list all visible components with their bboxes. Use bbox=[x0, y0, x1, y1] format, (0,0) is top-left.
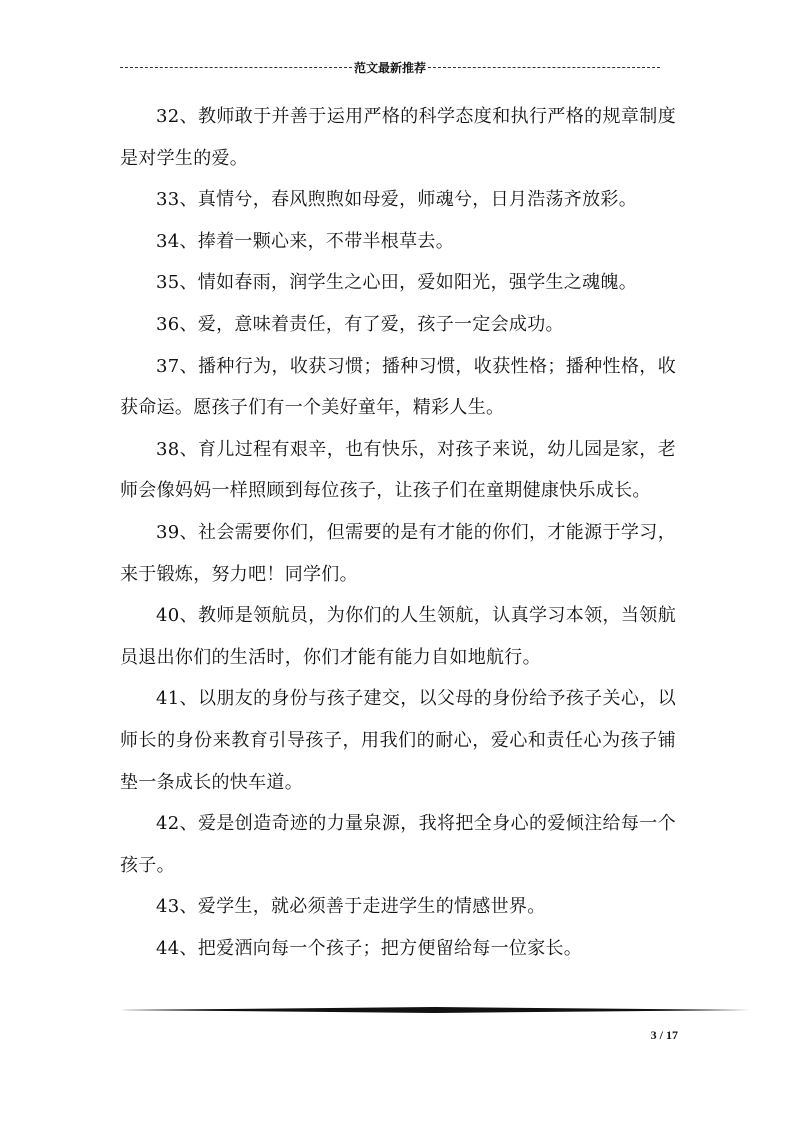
header-dashed-rule-left bbox=[120, 67, 352, 68]
paragraph-35: 35、情如春雨，润学生之心田，爱如阳光，强学生之魂魄。 bbox=[156, 272, 638, 294]
paragraph-37: 37、播种行为，收获习惯；播种习惯，收获性格；播种性格，收获命运。愿孩子们有一个美好童年，精彩人生。 bbox=[120, 355, 676, 419]
paragraph-32: 32、教师敢于并善于运用严格的科学态度和执行严格的规章制度是对学生的爱。 bbox=[120, 106, 676, 169]
paragraph-36: 36、爱，意味着责任，有了爱，孩子一定会成功。 bbox=[156, 313, 564, 335]
paragraph-41: 41、以朋友的身份与孩子建交，以父母的身份给予孩子关心，以师长的身份来教育引导孩子，用我们的耐心，爱心和责任心为孩子铺垫一条成长的快车道。 bbox=[120, 688, 676, 793]
footer-tapered-rule bbox=[120, 1007, 750, 1013]
paragraph-33: 33、真情兮，春风煦煦如母爱，师魂兮，日月浩荡齐放彩。 bbox=[156, 189, 638, 211]
paragraph-44: 44、把爱洒向每一个孩子；把方便留给每一位家长。 bbox=[156, 937, 583, 959]
paragraph-40: 40、教师是领航员，为你们的人生领航，认真学习本领，当领航员退出你们的生活时，你们才能有能力自如地航行。 bbox=[120, 605, 676, 668]
page-header bbox=[120, 56, 660, 78]
document-body bbox=[120, 96, 676, 969]
paragraph-43: 43、爱学生，就必须善于走进学生的情感世界。 bbox=[156, 896, 546, 918]
paragraph-34: 34、捧着一颗心来，不带半根草去。 bbox=[156, 230, 455, 252]
paragraph-42: 42、爱是创造奇迹的力量泉源，我将把全身心的爱倾注给每一个孩子。 bbox=[120, 813, 676, 876]
page-number: 3 / 17 bbox=[650, 1028, 678, 1042]
header-dashed-rule-right bbox=[428, 67, 660, 68]
paragraph-38: 38、育儿过程有艰辛，也有快乐，对孩子来说，幼儿园是家，老师会像妈妈一样照顾到每位孩子，让孩子们在童期健康快乐成长。 bbox=[120, 438, 676, 502]
paragraph-39: 39、社会需要你们，但需要的是有才能的你们，才能源于学习，来于锻炼，努力吧！同学们。 bbox=[120, 521, 676, 585]
header-title: 范文最新推荐 bbox=[354, 60, 427, 75]
